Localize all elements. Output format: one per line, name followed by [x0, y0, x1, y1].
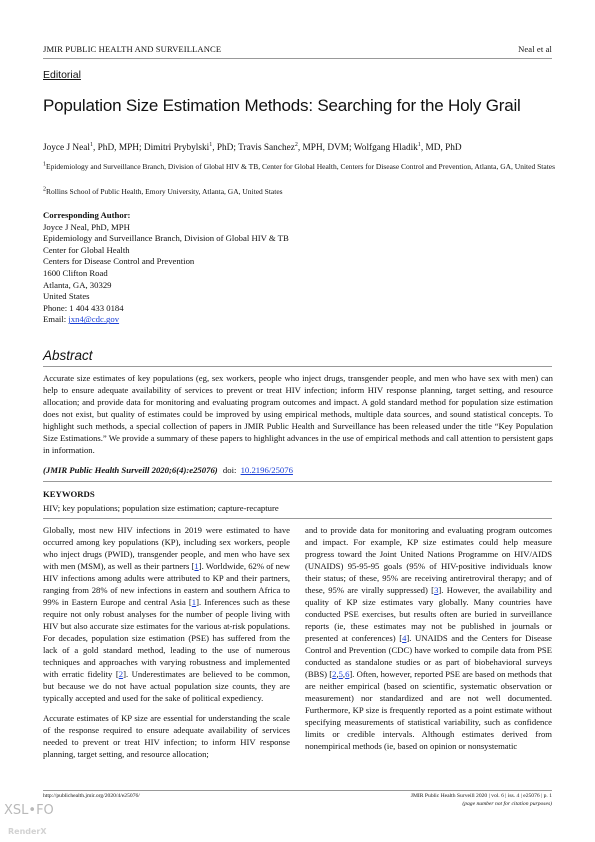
- author-list: Joyce J Neal$^1$, PhD, MPH; Dimitri Prybylski$^1$, PhD; Travis Sanchez$^2$, MPH, DVM; Wolfgang Hladik$^1$, MD, PhD: [43, 141, 462, 153]
- keywords-rule: [43, 481, 552, 482]
- reference-link[interactable]: 4: [402, 633, 407, 643]
- footer-note: (page number not for citation purposes): [462, 801, 552, 807]
- paragraph: and to provide data for monitoring and evaluating program outcomes and impact. For example, KP size estimates could help measure progress toward the Joint United Nations Programme on HIV/AIDS (UNAIDS) 95-95-95 goals (95% of HIV-positive individuals know their status; of these, 95% are receiving antiretroviral therapy; and of these, 95% are virally suppressed) [3]. However, the availability and quality of KP size estimates vary globally. Many countries have conducted PSE exercises, but results often are buried in surveillance reports (ie, these estimates may not be published in journals or presented at conferences) [4]. UNAIDS and the Centers for Disease Control and Prevention (CDC) have worked to compile data from PSE conducted as standalone studies or as part of biobehavioral surveys (BBS) [2,5,6]. Often, however, reported PSE are based on methods that are neither empirical (based on scientific, systematic observation or measurement) nor standardized and are not well documented. Furthermore, KP size is frequently reported as a point estimate without specifying measurements of statistical variability, such as confidence limits or credible intervals. Although estimates derived from nonempirical methods (ie, based on opinion or nonsystematic: [305, 525, 552, 751]
- corresponding-line: Atlanta, GA, 30329: [43, 279, 112, 290]
- article-type: Editorial: [43, 69, 81, 81]
- footer-journal-info: JMIR Public Health Surveill 2020 | vol. 6 | iss. 4 | e25076 | p. 1: [410, 793, 552, 799]
- corresponding-line: Phone: 1 404 433 0184: [43, 302, 124, 313]
- corresponding-line: Epidemiology and Surveillance Branch, Division of Global HIV & TB: [43, 233, 289, 244]
- header-rule: [43, 58, 552, 59]
- citation: (JMIR Public Health Surveill 2020;6(4):e25076): [43, 465, 218, 475]
- citation-line: (JMIR Public Health Surveill 2020;6(4):e25076) doi: 10.2196/25076: [43, 465, 293, 475]
- author-name: Travis Sanchez: [238, 143, 295, 153]
- footer-rule: [43, 790, 552, 791]
- corresponding-line: Centers for Disease Control and Prevention: [43, 256, 195, 267]
- reference-link[interactable]: 1: [194, 561, 199, 571]
- abstract-text: Accurate size estimates of key populations (eg, sex workers, people who inject drugs, transgender people, and men who have sex with men) can help to ensure adequate availability of services to prevent or treat HIV infection; inform HIV response planning, target setting, and resource allocation; and provide data for monitoring and evaluating program outcomes and impact. A gold standard method for population size estimation does not exist, but quality of estimates could be improved by using empirical methods, multiple data sources, and sound statistical concepts. To highlight such methods, a special collection of papers in JMIR Public Health and Surveillance has been released under the title “Key Population Size Estimations.” We provide a summary of these papers to highlight advances in the use of empirical methods and call attention to persistent gaps in information.: [43, 373, 553, 455]
- corresponding-line: Joyce J Neal, PhD, MPH: [43, 221, 130, 232]
- abstract-rule: [43, 366, 552, 367]
- corresponding-heading: Corresponding Author:: [43, 210, 131, 220]
- paragraph: Accurate estimates of KP size are essential for understanding the scale of the response required to ensure adequate availability of services needed to prevent or treat HIV infection; to inform HIV response planning, target setting, and resource allocation;: [43, 713, 290, 759]
- reference-link[interactable]: 1: [191, 597, 197, 607]
- paragraph: Globally, most new HIV infections in 2019 were estimated to have occurred among key populations (KP), including sex workers, people who inject drugs (PWID), transgender people, and men who have sex with men (MSM), as well as their partners [1]. Worldwide, 62% of new HIV infections among adults were attributed to KP and their partners, ranging from 28% of new infections in eastern and southern Africa to 99% in Eastern Europe and central Asia [1]. Inferences such as these require not only robust analyses for the number of people living with HIV but also accurate size estimates for the various at-risk populations. For decades, population size estimation (PSE) has suffered from the lack of a gold standard method, leading to the use of numerous techniques and approaches with varying robustness and implemented with erratic fidelity [2]. Underestimates are believed to be common, but because we do not have actual population size counts, they are typically accepted and used for the sake of political expediency.: [43, 525, 290, 703]
- corresponding-author-block: [43, 210, 289, 326]
- corresponding-line: 1600 Clifton Road: [43, 267, 108, 278]
- body-column-right: [305, 524, 552, 752]
- reference-link[interactable]: 2: [118, 669, 124, 679]
- affiliation-1: $^1$Epidemiology and Surveillance Branch, Division of Global HIV & TB, Center for Global Health, Centers for Disease Control and Prevention, Atlanta, GA, United States: [43, 161, 555, 171]
- author-name: Joyce J Neal: [43, 143, 90, 153]
- keywords-heading: KEYWORDS: [43, 489, 95, 499]
- running-author: Neal et al: [518, 44, 552, 54]
- email-line: Email: jxn4@cdc.gov: [43, 314, 120, 325]
- author-name: Dimitri Prybylski: [143, 143, 210, 153]
- email-link[interactable]: jxn4@cdc.gov: [68, 314, 120, 325]
- doi-link[interactable]: 10.2196/25076: [240, 465, 293, 475]
- footer-url[interactable]: http://publichealth.jmir.org/2020/4/e25076/: [43, 793, 140, 799]
- renderx-watermark: RenderX: [8, 827, 47, 836]
- reference-link[interactable]: 6: [345, 669, 350, 679]
- abstract-heading: Abstract: [43, 348, 93, 363]
- reference-link[interactable]: 3: [434, 585, 439, 595]
- keywords-text: HIV; key populations; population size estimation; capture-recapture: [43, 503, 279, 513]
- article-title: Population Size Estimation Methods: Searching for the Holy Grail: [43, 96, 521, 115]
- corresponding-line: United States: [43, 291, 90, 302]
- journal-header: JMIR PUBLIC HEALTH AND SURVEILLANCE: [43, 44, 222, 54]
- body-column-left: [43, 524, 290, 760]
- reference-link[interactable]: 2: [332, 669, 337, 679]
- corresponding-line: Center for Global Health: [43, 244, 130, 255]
- affiliation-2: $^2$Rollins School of Public Health, Emory University, Atlanta, GA, United States: [43, 186, 283, 196]
- reference-link[interactable]: 5: [338, 669, 343, 679]
- author-name: Wolfgang Hladik: [353, 143, 418, 153]
- body-rule: [43, 518, 552, 519]
- xslfo-watermark: XSL•FO: [4, 803, 54, 818]
